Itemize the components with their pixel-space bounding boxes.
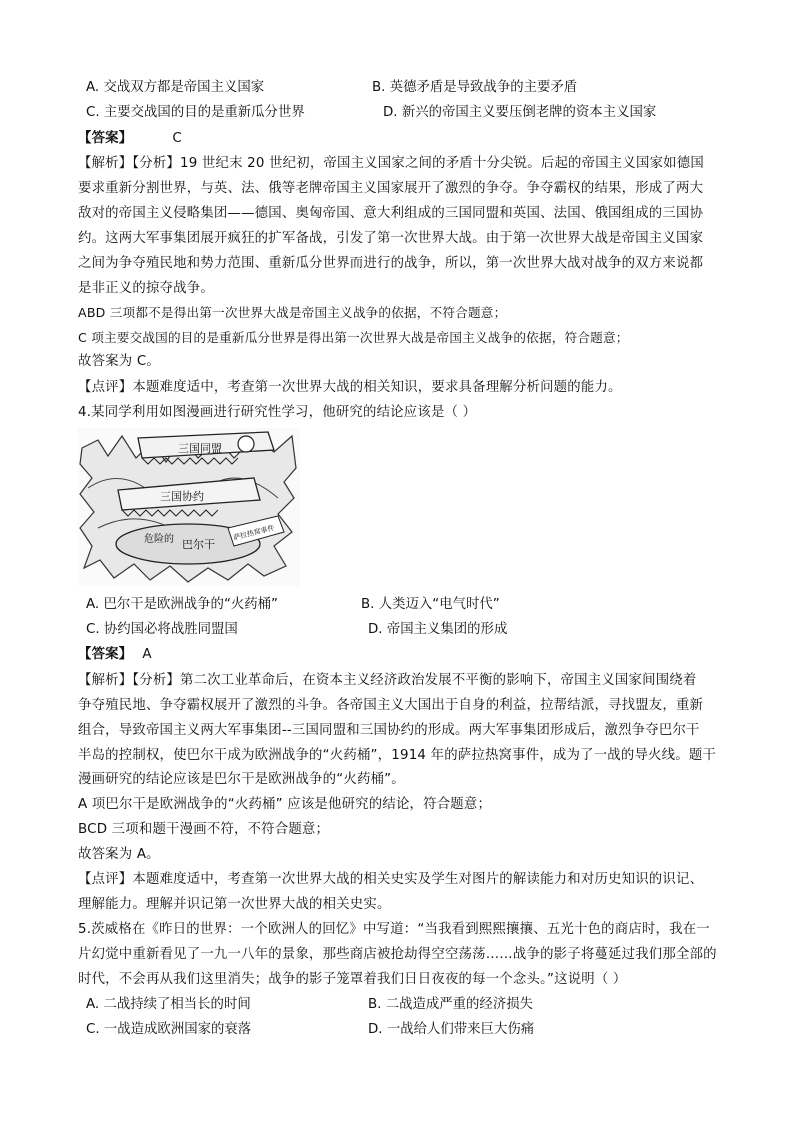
q4-analysis-line: A 项巴尔干是欧洲战争的“火药桶” 应该是他研究的结论，符合题意； — [78, 797, 492, 812]
q5-option-b: B. 二战造成严重的经济损失 — [368, 997, 533, 1012]
q4-stem: 4.某同学利用如图漫画进行研究性学习，他研究的结论应该是（ ） — [78, 405, 477, 420]
q4-option-a: A. 巴尔干是欧洲战争的“火药桶” — [86, 597, 278, 612]
q3-analysis-line: 【点评】本题难度适中，考查第一次世界大战的相关知识，要求具备理解分析问题的能力。 — [78, 380, 622, 395]
q3-analysis-line: 故答案为 C。 — [78, 354, 160, 369]
q3-analysis-line: ABD 三项都不是得出第一次世界大战是帝国主义战争的依据，不符合题意； — [78, 305, 507, 320]
balkan-cartoon-figure — [78, 428, 300, 586]
balkan-cartoon-image — [78, 428, 300, 586]
q4-analysis-line: 漫画研究的结论应该是巴尔干是欧洲战争的“火药桶”。 — [78, 772, 405, 787]
q3-analysis-line: 是非正义的掠夺战争。 — [78, 281, 214, 296]
q4-analysis-line: 争夺殖民地、争夺霸权展开了激烈的斗争。各帝国主义大国出于自身的利益，拉帮结派，寻找盟友，重新 — [78, 698, 704, 713]
q3-answer-value: C — [172, 131, 182, 146]
q4-analysis-line: 半岛的控制权，使巴尔干成为欧洲战争的“火药桶”，1914 年的萨拉热窝事件，成为了一战的导火线。题干 — [78, 748, 717, 763]
q3-analysis-line: 敌对的帝国主义侵略集团——德国、奥匈帝国、意大利组成的三国同盟和英国、法国、俄国组成的三国协 — [78, 206, 704, 221]
q3-analysis-line: 之间为争夺殖民地和势力范围、重新瓜分世界而进行的战争，所以，第一次世界大战对战争的双方来说都 — [78, 256, 704, 271]
q3-answer-line — [78, 130, 182, 148]
q5-stem-line: 5.茨威格在《昨日的世界：一个欧洲人的回忆》中写道：“当我看到熙熙攘攘、五光十色的商店时，我在一 — [78, 922, 710, 937]
q3-option-a: A. 交战双方都是帝国主义国家 — [86, 80, 265, 95]
q4-answer-value: A — [142, 647, 152, 662]
q4-option-c: C. 协约国必将战胜同盟国 — [86, 622, 238, 637]
q4-analysis-line: 组合，导致帝国主义两大军事集团--三国同盟和三国协约的形成。两大军事集团形成后，激烈争夺巴尔干 — [78, 723, 700, 738]
q3-analysis-line: 约。这两大军事集团展开疯狂的扩军备战，引发了第一次世界大战。由于第一次世界大战是帝国主义国家 — [78, 231, 704, 246]
q4-analysis-line: 理解能力。理解并识记第一次世界大战的相关史实。 — [78, 897, 391, 912]
q5-stem-line: 时代，不会再从我们这里消失；战争的影子笼罩着我们日日夜夜的每一个念头。”这说明（ ） — [78, 972, 627, 987]
q4-analysis-line: BCD 三项和题干漫画不符，不符合题意； — [78, 822, 330, 837]
q4-analysis-line: 【点评】本题难度适中，考查第一次世界大战的相关史实及学生对图片的解读能力和对历史知识的识记、 — [78, 872, 704, 887]
q3-option-c: C. 主要交战国的目的是重新瓜分世界 — [86, 105, 305, 120]
q3-analysis-line: 【解析】【分析】19 世纪末 20 世纪初，帝国主义国家之间的矛盾十分尖锐。后起的帝国主义国家如德国 — [78, 156, 704, 171]
cartoon-label-triple-alliance: 三国同盟 — [178, 442, 222, 455]
q4-option-d: D. 帝国主义集团的形成 — [368, 622, 508, 637]
q5-option-a: A. 二战持续了相当长的时间 — [86, 997, 251, 1012]
q3-option-d: D. 新兴的帝国主义要压倒老牌的资本主义国家 — [383, 105, 657, 120]
q5-option-d: D. 一战给人们带来巨大伤痛 — [368, 1022, 535, 1037]
q3-option-b: B. 英德矛盾是导致战争的主要矛盾 — [372, 80, 578, 95]
cartoon-label-dangerous: 危险的 — [144, 534, 174, 545]
q3-answer-tag: 【答案】 — [78, 131, 133, 146]
cartoon-label-sarajevo: 萨拉热窝事件 — [232, 524, 276, 542]
q4-option-b: B. 人类迈入“电气时代” — [361, 597, 500, 612]
q5-option-c: C. 一战造成欧洲国家的衰落 — [86, 1022, 252, 1037]
q4-answer-line — [78, 646, 152, 664]
cartoon-label-triple-entente: 三国协约 — [160, 490, 204, 503]
q5-stem-line: 片幻觉中重新看见了一九一八年的景象，那些商店被抢劫得空空荡荡……战争的影子将蔓延过我们那全部的 — [78, 947, 717, 962]
q3-analysis-line: 要求重新分割世界，与英、法、俄等老牌帝国主义国家展开了激烈的争夺。争夺霸权的结果，形成了两大 — [78, 181, 704, 196]
q4-analysis-line: 【解析】【分析】第二次工业革命后，在资本主义经济政治发展不平衡的影响下，帝国主义国家间围绕着 — [78, 673, 697, 688]
q3-analysis-line: C 项主要交战国的目的是重新瓜分世界是得出第一次世界大战是帝国主义战争的依据，符合题意； — [78, 330, 629, 345]
cartoon-label-balkans: 巴尔干 — [182, 538, 215, 551]
q4-answer-tag: 【答案】 — [78, 647, 133, 662]
q4-analysis-line: 故答案为 A。 — [78, 847, 160, 862]
